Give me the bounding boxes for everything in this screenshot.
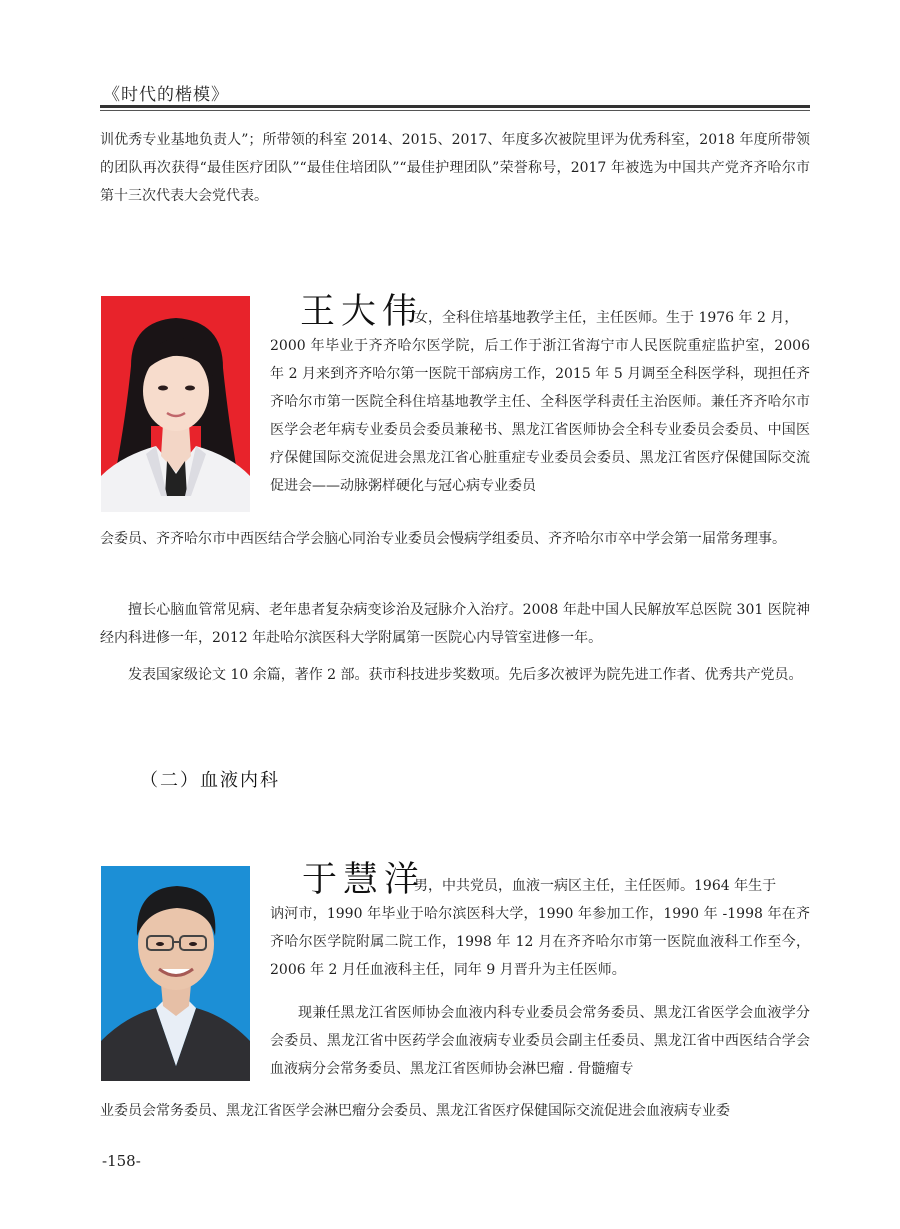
profile1-first-line: 女，全科住培基地教学主任，主任医师。生于 1976 年 2 月，	[414, 310, 799, 326]
male-portrait-image	[101, 866, 250, 1081]
page-number: -158-	[102, 1152, 141, 1170]
doctor-name-yu-huiyang: 于慧洋	[302, 860, 426, 900]
profile1-bio-wrapped: 2000 年毕业于齐齐哈尔医学院，后工作于浙江省海宁市人民医院重症监护室，2006 年 2 月来到齐齐哈尔第一医院干部病房工作，2015 年 5 月调至全科医学科，现担任齐齐哈尔市第一医院全科住培基地教学主任、全科医学科责任主治医师。兼任齐齐哈尔市医学会老年病专业委员会委员兼秘书、黑龙江省医师协会全科专业委员会委员、中国医疗保健国际交流促进会黑龙江省心脏重症专业委员会委员、黑龙江省医疗保健国际交流促进会——动脉粥样硬化与冠心病专业委员	[270, 338, 810, 494]
profile2-first-line: 男，中共党员，血液一病区主任，主任医师。1964 年生于	[414, 878, 777, 894]
portrait-photo-yu-huiyang	[101, 866, 250, 1081]
female-portrait-image	[101, 296, 250, 512]
book-title: 《时代的楷模》	[103, 85, 229, 105]
section-heading-hematology: （二）血液内科	[140, 770, 280, 791]
profile1-bio-continued: 会委员、齐齐哈尔市中西医结合学会脑心同治专业委员会慢病学组委员、齐齐哈尔市卒中学会第一届常务理事。	[100, 531, 786, 547]
profile1-specialty-paragraph: 擅长心脑血管常见病、老年患者复杂病变诊治及冠脉介入治疗。2008 年赴中国人民解放军总医院 301 医院神经内科进修一年，2012 年赴哈尔滨医科大学附属第一医院心内导管室进修一年。	[100, 602, 810, 646]
intro-paragraph: 训优秀专业基地负责人”；所带领的科室 2014、2015、2017、年度多次被院里评为优秀科室，2018 年度所带领的团队再次获得“最佳医疗团队”“最佳住培团队”“最佳护理团队”荣誉称号，2017 年被选为中国共产党齐齐哈尔市第十三次代表大会党代表。	[100, 132, 810, 204]
header-divider-thick	[100, 105, 810, 108]
profile1-publications-paragraph: 发表国家级论文 10 余篇，著作 2 部。获市科技进步奖数项。先后多次被评为院先进工作者、优秀共产党员。	[128, 667, 803, 683]
portrait-photo-wang-dawei	[101, 296, 250, 512]
profile2-bio-wrapped: 讷河市，1990 年毕业于哈尔滨医科大学，1990 年参加工作，1990 年 -1998 年在齐齐哈尔医学院附属二院工作，1998 年 12 月在齐齐哈尔市第一医院血液科工作至今，2006 年 2 月任血液科主任，同年 9 月晋升为主任医师。	[270, 906, 810, 978]
profile2-positions-continued: 业委员会常务委员、黑龙江省医学会淋巴瘤分会委员、黑龙江省医疗保健国际交流促进会血液病专业委	[100, 1103, 730, 1119]
doctor-name-wang-dawei: 王大伟	[300, 292, 424, 332]
header-divider-thin	[100, 110, 810, 111]
profile2-positions-paragraph: 现兼任黑龙江省医师协会血液内科专业委员会常务委员、黑龙江省医学会血液学分会委员、黑龙江省中医药学会血液病专业委员会副主任委员、黑龙江省中西医结合学会血液病分会常务委员、黑龙江省医师协会淋巴瘤 . 骨髓瘤专	[270, 1005, 810, 1077]
